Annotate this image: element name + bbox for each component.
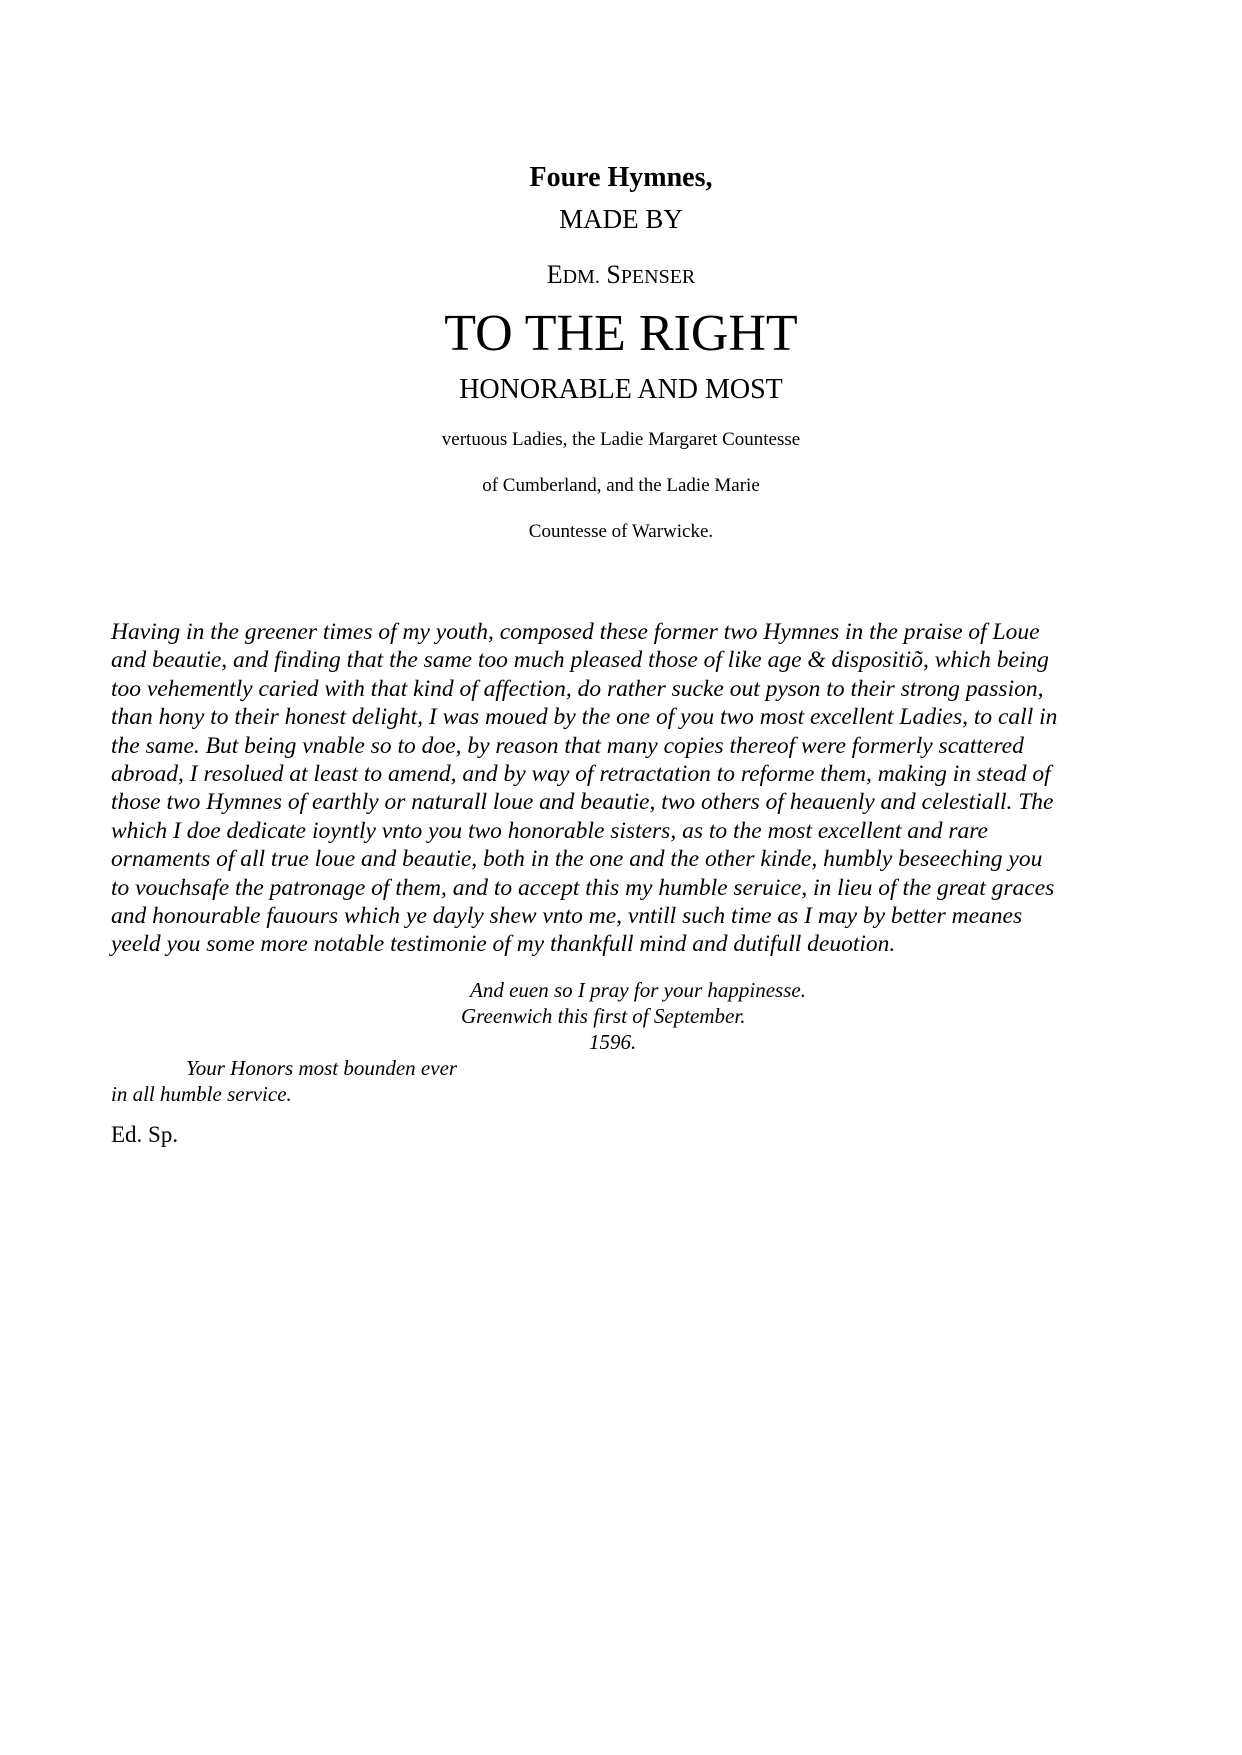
closing-subscription: in all humble service. (111, 1082, 292, 1106)
closing-year: 1596. (589, 1030, 637, 1054)
letter-line: the same. But being vnable so to doe, by reason that many copies thereof were formerly scattered (111, 732, 1024, 759)
letter-line: too vehemently caried with that kind of affection, do rather sucke out pyson to their strong passion, (111, 675, 1044, 702)
letter-line: abroad, I resolued at least to amend, and by way of retractation to reforme them, making in stead of (111, 761, 1051, 788)
title: Foure Hymnes, (529, 162, 713, 193)
letter-line: yeeld you some more notable testimonie of my thankfull mind and dutifull deuotion. (111, 931, 896, 958)
letter-line: and beautie, and finding that the same too much pleased those of like age & dispositiõ, which being (111, 647, 1049, 674)
closing-prayer: And euen so I pray for your happinesse. (470, 978, 806, 1002)
letter-line: ornaments of all true loue and beautie, both in the one and the other kinde, humbly beseeching you (111, 846, 1043, 873)
made-by-line: MADE BY (559, 204, 683, 234)
letter-line: to vouchsafe the patronage of them, and to accept this my humble seruice, in lieu of the great graces (111, 874, 1055, 901)
author-first-rest: DM. (562, 266, 600, 288)
dedicatory-letter (111, 618, 1131, 959)
letter-line: and honourable fauours which ye dayly shew vnto me, vntill such time as I may by better meanes (111, 903, 1023, 930)
dedication-line: vertuous Ladies, the Ladie Margaret Countesse (441, 429, 801, 450)
author-name (0, 262, 1242, 288)
closing-place-date: Greenwich this first of September. (461, 1004, 746, 1028)
dedication-subheading: HONORABLE AND MOST (459, 374, 783, 405)
author-last-rest: PENSER (620, 266, 696, 288)
letter-line: which I doe dedicate ioyntly vnto you two honorable sisters, as to the most excellent and rare (111, 817, 988, 844)
closing-subscription: Your Honors most bounden ever (186, 1056, 458, 1080)
letter-line: than hony to their honest delight, I was moued by the one of you two most excellent Ladies, to call in (111, 704, 1058, 731)
dedication-line: Countesse of Warwicke. (528, 521, 714, 542)
letter-line: Having in the greener times of my youth, composed these former two Hymnes in the praise of Loue (111, 619, 1040, 645)
letter-line: those two Hymnes of earthly or naturall loue and beautie, two others of heauenly and celestiall. The (111, 789, 1054, 816)
dedication-heading: TO THE RIGHT (444, 305, 798, 362)
author-first-initial: E (546, 260, 563, 289)
author-last-initial: S (606, 260, 621, 289)
signature: Ed. Sp. (111, 1122, 179, 1147)
dedication-line: of Cumberland, and the Ladie Marie (482, 475, 760, 496)
